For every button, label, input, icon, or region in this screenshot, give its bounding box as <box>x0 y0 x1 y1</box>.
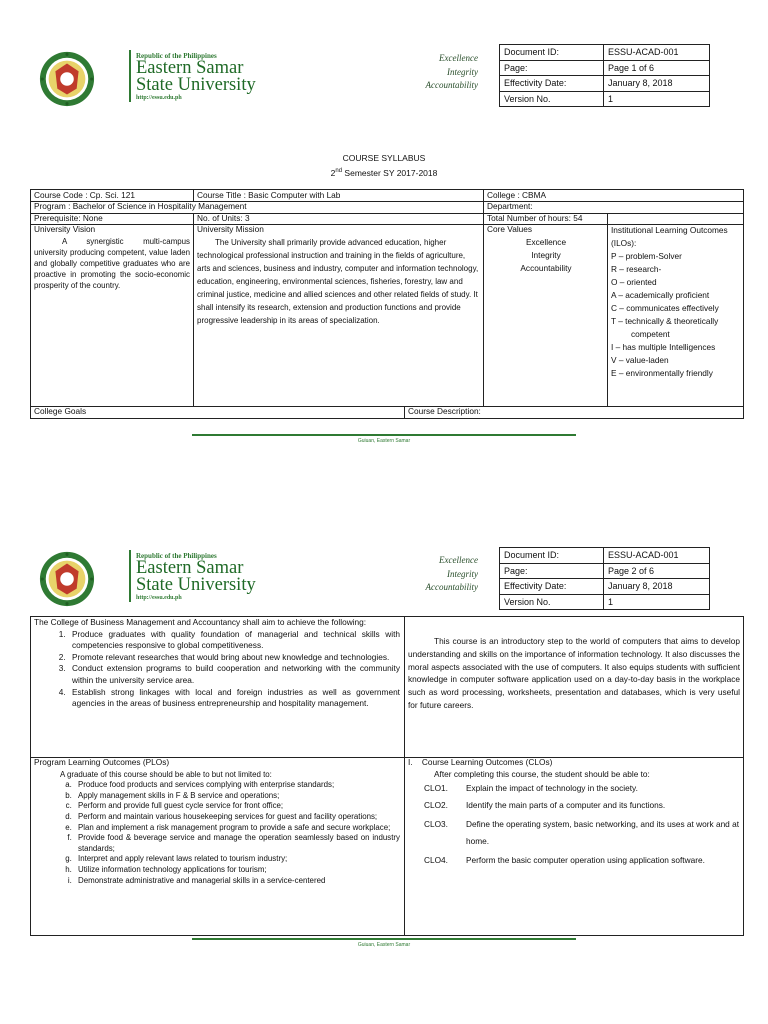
university-seal-icon <box>38 50 96 108</box>
department: Department: <box>487 201 533 211</box>
university-url: http://essu.edu.ph <box>136 595 182 601</box>
core-values: Core Values Excellence Integrity Accountability <box>487 224 572 273</box>
course-info-table <box>30 189 744 419</box>
course-learning-outcomes: I. Course Learning Outcomes (CLOs) After completing this course, the student should be able to: CLO1. Explain the impact of technology in the society. CLO2. Identify the main parts of a computer and its functions. CLO3. Define the operating system, basic networking, and its uses at work and at home. CLO4. Perform the basic computer operation using application software. <box>408 757 740 866</box>
program-learning-outcomes: Program Learning Outcomes (PLOs) A graduate of this course should be able to but not limited to: a. Produce food products and services complying with enterprise standards; b. Apply management skills in F & B service and operations; c. Perform and provide full guest cycle service for front office; d. Perform and maintain various housekeeping services for guest and facility operations; e. Plan and implement a risk management program to provide a safe and secure workplace; f. Provide food & beverage service and manage the operation seamlessly based on industry standards; g. Interpret and apply relevant laws related to tourism industry; h. Utilize information technology applications for tourism; i. Demonstrate administrative and managerial skills in a service-centered <box>34 757 400 886</box>
prerequisite: Prerequisite: None <box>34 213 103 223</box>
document-info-table: Document ID: ESSU-ACAD-001 Page: Page 2 of 6 Effectivity Date: January 8, 2018 Version No. 1 <box>499 547 710 610</box>
university-name-line2: State University <box>136 75 256 95</box>
clo-item: CLO1. Explain the impact of technology in the society. <box>424 783 638 794</box>
institution-values: Excellence Integrity Accountability <box>425 555 478 592</box>
syllabus-page-2 <box>0 516 768 1024</box>
total-hours: Total Number of hours: 54 <box>487 213 583 223</box>
course-description: This course is an introductory step to the world of computers that aims to develop understanding and skills on the importance of information technology. It also discusses the moral aspects associated with the use of computers. It also equips students with sufficient knowledge in computer software application used on a day-to-day basis in the workplace such as word processing, worksheets, presentation and databases, which is very useful for future careers. <box>408 636 740 710</box>
university-name-line1: Eastern Samar <box>136 58 244 78</box>
university-name-line2: State University <box>136 575 256 595</box>
university-mission: University Mission The University shall primarily provide advanced education, higher technological professional instruction and training in the fields of agriculture, arts and sciences, business and industry, computer and information technology, education, engineering, environmental sciences, fisheries, forestry, law and criminal justice, medicine and allied sciences and other related fields of study. It shall intensify its research, extension and production functions and provide progressive leadership in its areas of specialization. <box>197 224 479 325</box>
units: No. of Units: 3 <box>197 213 250 223</box>
course-code: Course Code : Cp. Sci. 121 <box>34 190 135 200</box>
course-title: Course Title : Basic Computer with Lab <box>197 190 341 200</box>
university-logo <box>32 46 256 108</box>
university-url: http://essu.edu.ph <box>136 95 182 101</box>
course-description-label: Course Description: <box>408 406 481 416</box>
university-logo <box>32 546 256 608</box>
republic-label: Republic of the Philippines <box>136 552 217 560</box>
clo-item: CLO4. Perform the basic computer operation using application software. <box>424 855 705 866</box>
footer-text: Guiuan, Eastern Samar <box>357 942 411 948</box>
footer-text: Guiuan, Eastern Samar <box>357 438 411 444</box>
republic-label: Republic of the Philippines <box>136 52 217 60</box>
university-vision: University Vision A synergistic multi-campus university producing competent, value laden and globally competitive graduates who are proactive in promoting the socio-economic prosperity of the country. <box>34 224 190 291</box>
college-goals: The College of Business Management and Accountancy shall aim to achieve the following: 1. Produce graduates with quality foundation of managerial and technical skills with competencies responsive to global competitiveness. 2. Promote relevant researches that would bring about new knowledge and technologies. 3. Conduct extension programs to build cooperation and networking with the community within the university service area. 4. Establish strong linkages with local and foreign industries as well as government agencies in the areas of business entrepreneurship and hospitality management. <box>34 617 400 710</box>
institutional-learning-outcomes: Institutional Learning Outcomes (ILOs): P – problem-Solver R – research- O – oriented A – academically proficient C – communicates effectively T – technically & theoretically competent I – has multiple Intelligences V – value-laden E – environmentally friendly <box>611 225 728 378</box>
clo-item: CLO3. Define the operating system, basic networking, and its uses at work and at home. <box>424 819 740 847</box>
college: College : CBMA <box>487 190 547 200</box>
clo-item: CLO2. Identify the main parts of a computer and its functions. <box>424 799 666 810</box>
institution-values: Excellence Integrity Accountability <box>425 53 478 90</box>
syllabus-title: COURSE SYLLABUS 2nd Semester SY 2017-2018 <box>330 153 438 178</box>
footer-line <box>192 938 576 940</box>
college-goals-label: College Goals <box>34 406 87 416</box>
footer-line <box>192 434 576 436</box>
program: Program : Bachelor of Science in Hospitality Management <box>34 201 247 211</box>
goals-outcomes-table <box>30 616 744 936</box>
university-seal-icon <box>38 550 96 608</box>
university-name-line1: Eastern Samar <box>136 558 244 578</box>
document-info-table: Document ID: ESSU-ACAD-001 Page: Page 1 of 6 Effectivity Date: January 8, 2018 Version No. 1 <box>499 44 710 107</box>
